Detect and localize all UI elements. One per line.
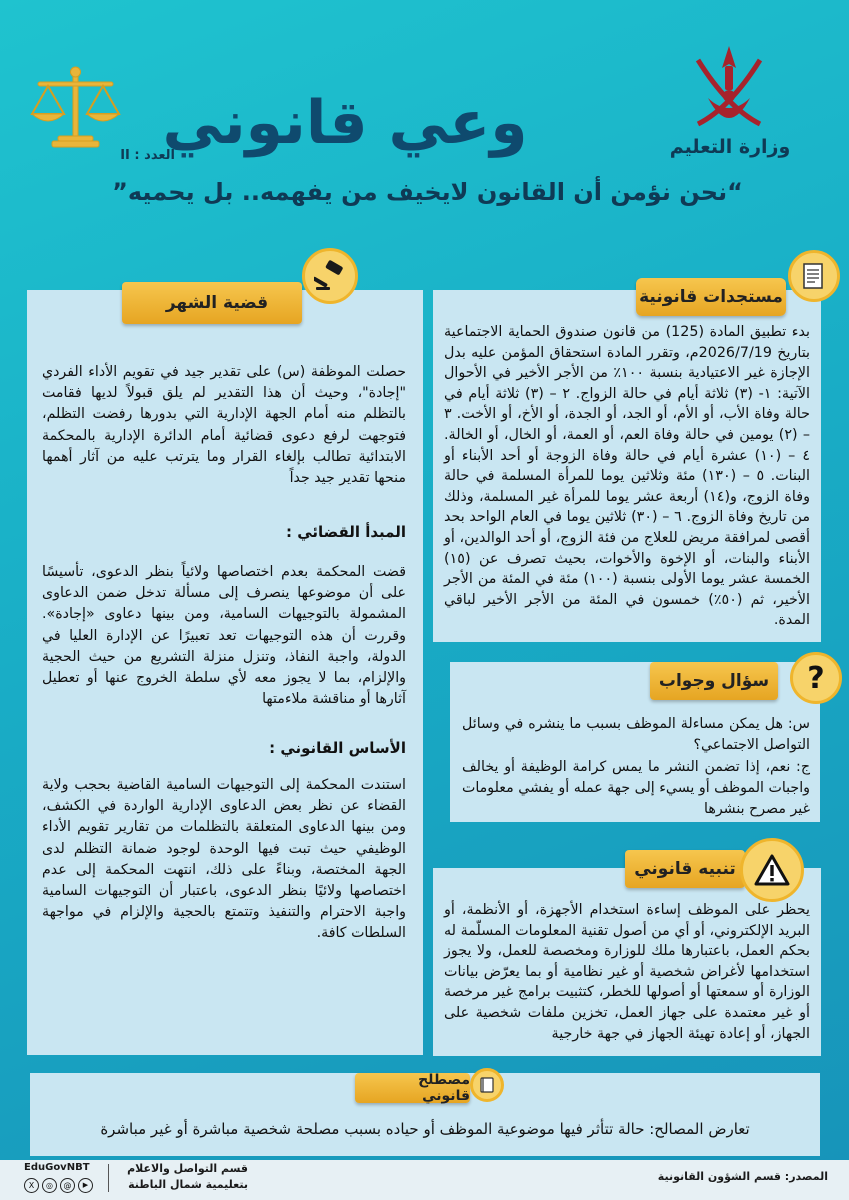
basis-heading: الأساس القانوني : [269,739,406,757]
principle-heading: المبدأ القضائي : [286,523,406,541]
basis-text: استندت المحكمة إلى التوجيهات السامية القاضية بحجب ولاية القضاء عن نظر بعض الدعاوى الإدارية الواردة في الكشف، ومن بينها الدعاوى المتعلقة بالتظلمات من تقارير تقويم الأداء الوظيفي حيث تبت فيها الوحدة لوجود ضمانة التظلم لدى الجهة المختصة، وبناءً على ذلك، انتهت المحكمة إلى عدم اختصاصها ولائيًا بنظر الدعوى، باعتبار أن التوجيهات السامية واجبة الاحترام والتنفيذ وتتمتع بالحجية والإلزام في مواجهة السلطات كافة. [42,777,406,942]
question-icon: ? [790,652,842,704]
gavel-icon [302,248,358,304]
legislation-tab-label: مستجدات قانونية [639,287,783,307]
term-tab-label: مصطلح قانوني [418,1072,470,1104]
qa-tab [650,662,778,700]
motto: “نحن نؤمن أن القانون لايخيف من يفهمه.. بل يحميه” [112,178,743,206]
legislation-tab [636,278,786,316]
case-tab-label: قضية الشهر [165,293,269,313]
instagram-icon[interactable]: ◎ [42,1178,57,1193]
term-tab [355,1073,470,1103]
document-icon [788,250,840,302]
page-title: وعي قانوني [162,88,528,158]
social-handle: EduGovNBT [24,1162,90,1173]
warning-icon [740,838,804,902]
ministry-name: وزارة التعليم [669,136,791,158]
qa-tab-label: سؤال وجواب [658,671,770,691]
qa-question: س: هل يمكن مساءلة الموظف بسبب ما ينشره في وسائل التواصل الاجتماعي؟ [462,716,810,754]
threads-icon[interactable]: @ [60,1178,75,1193]
footer-divider [108,1164,109,1192]
source-text: المصدر: قسم الشؤون القانونية [657,1170,828,1183]
book-icon [470,1068,504,1102]
principle-text: قضت المحكمة بعدم اختصاصها ولائياً بنظر الدعوى، تأسيسًا على أن موضوعها ينصرف إلى مسألة تدخل ضمن الدعاوى المشمولة بالتوجيهات السامية، ومن بينها دعاوى «إجادة». وقررت أن هذه التوجيهات تعد تعبيرًا عن الإدارة العليا في الدولة، واجبة النفاذ، وتنزل منزلة التشريع من حيث الحجية والإلزام، بما لا يجوز معه لأي سلطة الخروج عنها أو تعطيل آثارها أو مناقشة ملاءمتها [42,564,406,708]
youtube-icon[interactable]: ▶ [78,1178,93,1193]
term-text: تعارض المصالح: حالة تتأثر فيها موضوعية الموظف أو حياده بسبب مصلحة شخصية مباشرة أو غير مباشرة [100,1120,750,1138]
emblem-icon [688,38,770,138]
case-intro: حصلت الموظفة (س) على تقدير جيد في تقويم الأداء الفردي "إجادة"، وحيث أن هذا التقدير لم يلق قبولاً لديها فقامت بالتظلم منه أمام الجهة الإدارية التي بدورها رفضت التظلم، فتوجهت لرفع دعوى قضائية أمام الدائرة الإدارية بالمحكمة الابتدائية تطالب بإلغاء القرار وما يترتب عليه من آثار أهمها منحها تقدير جيد جداً [42,364,406,487]
x-icon[interactable]: X [24,1178,39,1193]
alert-tab [625,850,745,888]
scales-icon [28,60,123,155]
dept-line2: بتعليمية شمال الباطنة [128,1178,248,1191]
alert-text: يحظر على الموظف إساءة استخدام الأجهزة، أو الأنظمة، أو البريد الإلكتروني، أو أي من أصول تقنية المعلومات المسلّمة له بحكم العمل، باعتبارها ملك للوزارة ومخصصة للعمل، ولا يجوز استخدامها لأغراض شخصية أو غير نظامية أو بما يعرّض بيانات الوزارة أو سمعتها أو أصولها للخطر، كتثبيت برامج غير مرخصة أو غير معتمدة على جهاز العمل، تخزين ملفات شخصية على الجهاز، أو إعادة تهيئة الجهاز في جهة خارجية [444,902,810,1042]
dept-line1: قسم التواصل والاعلام [127,1162,248,1175]
social-icons [24,1178,104,1192]
issue-number: العدد : II [120,148,175,163]
alert-tab-label: تنبيه قانوني [634,859,736,879]
case-tab [122,282,302,324]
legislation-text: بدء تطبيق المادة (125) من قانون صندوق الحماية الاجتماعية بتاريخ 2026/7/19م، وتقرر المادة استحقاق المؤمن عليه بدل الإجازة غير الاعتيادية بنسبة ١٠٠٪ من الأجر الأخير في الأحوال الآتية: ١- (٣) ثلاثة أيام في حالة الزواج. ٢ – (٣) ثلاثة أيام في حالة وفاة الأب، أو الأم، أو الجد، أو الجدة، أو الأخ، أو الأخت. ٣ – (٢) يومين في حالة وفاة العم، أو العمة، أو الخال، أو الخالة. ٤ – (١٠) عشرة أيام في حالة وفاة الزوجة أو أحد الأبناء أو البنات. ٥ – (١٣٠) مئة وثلاثين يوما للمرأة المسلمة في حالة وفاة الزوج، و(١٤) أربعة عشر يوما للمرأة غير المسلمة، وذلك من تاريخ وفاة الزوج. ٦ – (٣٠) ثلاثين يوما في العام الواحد بحد أقصى لمرافقة مريض للعلاج من فئة الزوج، أو أحد الوالدين، أو الأبناء والبنات، أو الإخوة والأخوات، بحيث تصرف عن (١٥) الخمسة عشر يوما الأولى بنسبة (١٠٠) مئة في المئة من الأجر الأخير، ثم (٥٠٪) خمسون في المئة من الأجر الأخير لباقي المدة. [444,324,810,629]
qa-answer: ج: نعم، إذا تضمن النشر ما يمس كرامة الوظيفة أو يخالف واجبات الموظف أو يسيء إلى جهة عمله أو يفشي معلومات غير مصرح بنشرها [462,759,810,818]
